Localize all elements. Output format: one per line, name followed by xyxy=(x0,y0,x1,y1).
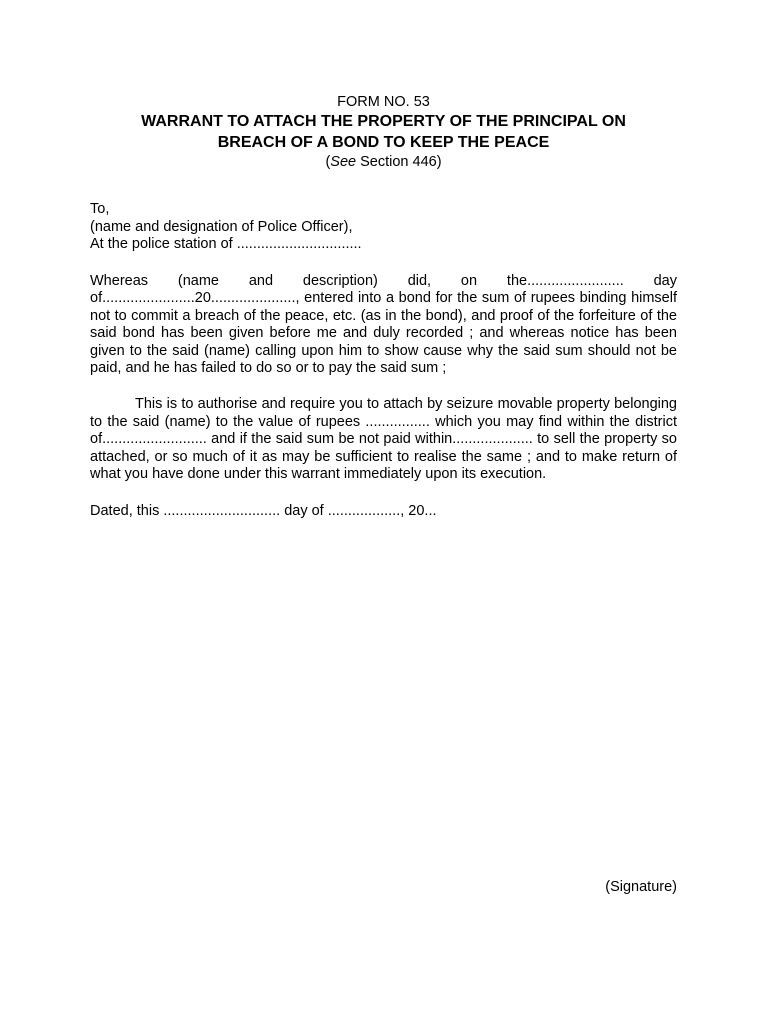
document-page xyxy=(90,93,677,520)
addressee-designation: (name and designation of Police Officer), xyxy=(90,218,353,235)
section-close-paren: ) xyxy=(436,154,442,170)
signature-label: (Signature) xyxy=(605,879,677,895)
title-line-1: WARRANT TO ATTACH THE PROPERTY OF THE PRINCIPAL ON xyxy=(141,113,626,130)
addressee-block xyxy=(90,201,677,254)
addressee-police-station: At the police station of ............................... xyxy=(90,236,362,252)
section-open-paren: ( xyxy=(325,154,331,170)
section-see: See xyxy=(330,154,357,170)
form-number: FORM NO. 53 xyxy=(337,94,430,110)
title-line-2: BREACH OF A BOND TO KEEP THE PEACE xyxy=(217,134,550,151)
authorisation-paragraph: This is to authorise and require you to attach by seizure movable property belonging to the said (name) to the value of rupees ................ which you may find within the district of.......................... and if the said sum be not paid within.................... to sell the property so attached, or so much of it as may be sufficient to realise the same ; and to make return of what you have done under this warrant immediately upon its execution. xyxy=(90,396,677,483)
dated-line: Dated, this ............................. day of .................., 20... xyxy=(90,503,437,520)
addressee-to: To, xyxy=(90,201,110,217)
section-reference xyxy=(90,153,677,171)
document-title xyxy=(90,111,677,153)
whereas-paragraph: Whereas (name and description) did, on the........................ day of.......................20....................., entered into a bond for the sum of rupees binding himself not to commit a breach of the peace, etc. (as in the bond), and proof of the forfeiture of the said bond has been given before me and duly recorded ; and whereas notice has been given to the said (name) calling upon him to show cause why the said sum should not be paid, and he has failed to do so or to pay the said sum ; xyxy=(90,272,677,377)
section-number: Section 446 xyxy=(356,154,437,170)
